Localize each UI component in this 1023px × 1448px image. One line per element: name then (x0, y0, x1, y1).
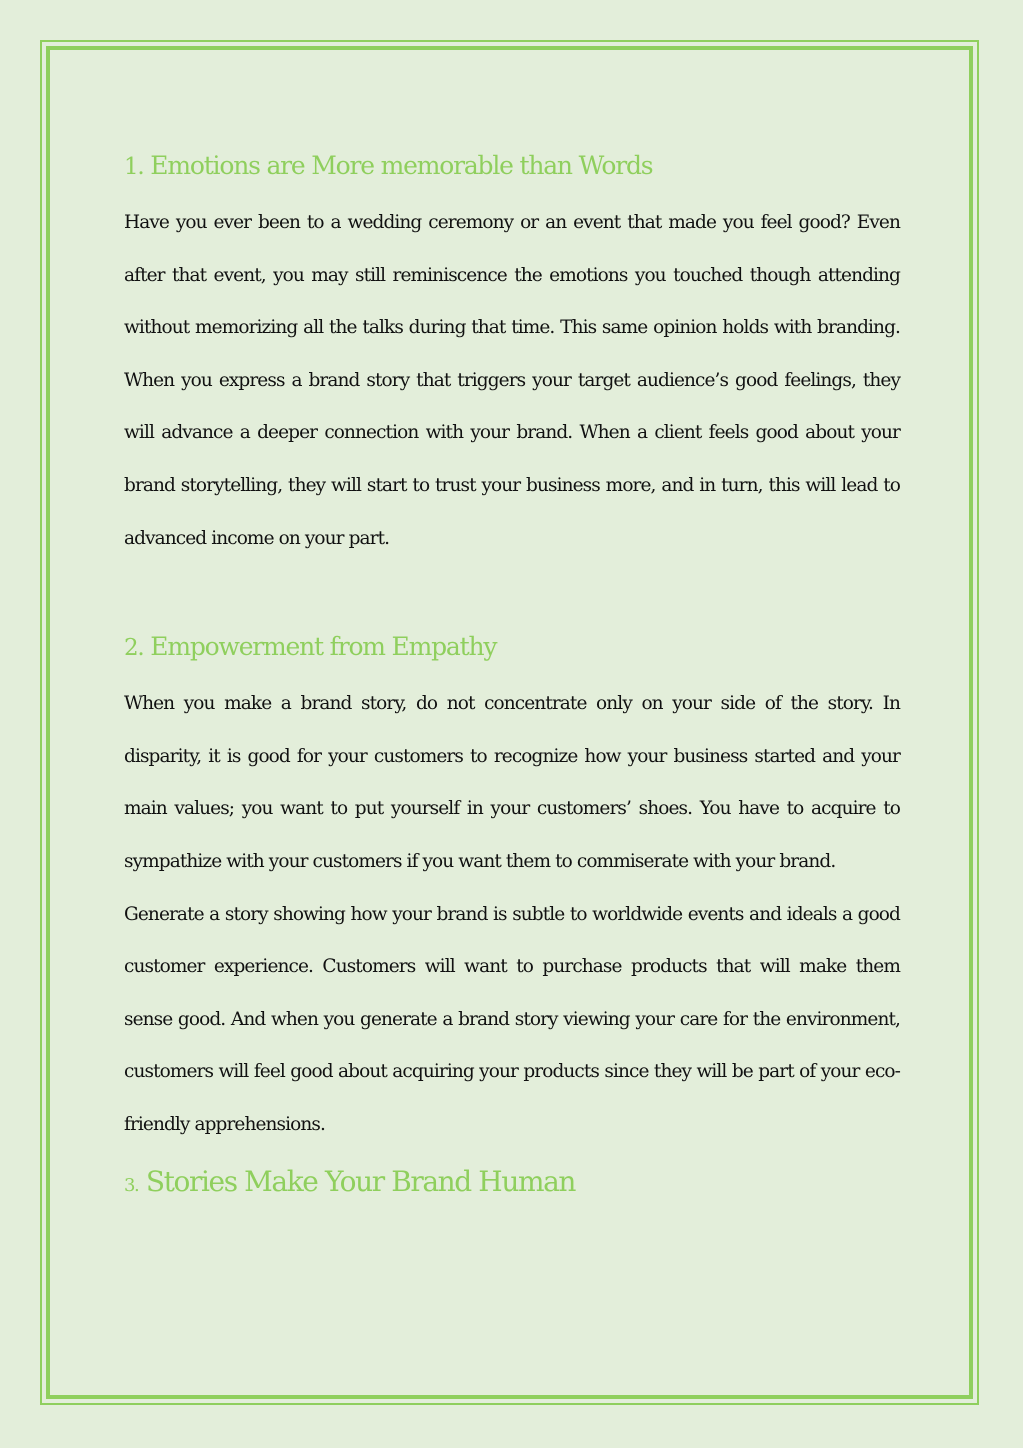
document-body (124, 140, 900, 1212)
section-heading (124, 621, 900, 674)
paragraph: When you make a brand story, do not concentrate only on your side of the story. In disparity, it is good for your customers to recognize how your business started and your main values; you want to put yourself in your customers’ shoes. You have to acquire to sympathize with your customers if you want them to commiserate with your brand. (124, 693, 900, 872)
section-number: 2. (124, 635, 144, 662)
section-number: 3. (124, 1174, 139, 1196)
section-title: Emotions are More memorable than Words (150, 151, 653, 180)
paragraph: Have you ever been to a wedding ceremony or an event that made you feel good? Even after that event, you may still reminiscence the emotions you touched though attending without memorizing all the talks during that time. This same opinion holds with branding. When you express a brand story that triggers your target audience’s good feelings, they will advance a deeper connection with your brand. When a client feels good about your brand storytelling, they will start to trust your business more, and in turn, this will lead to advanced income on your part. (124, 212, 900, 549)
section-number: 1. (124, 154, 144, 180)
section-human (124, 1156, 900, 1212)
section-title: Empowerment from Empathy (150, 632, 497, 662)
section-heading (124, 1156, 900, 1212)
section-emotions (124, 140, 900, 565)
section-title: Stories Make Your Brand Human (145, 1164, 576, 1198)
section-heading (124, 140, 900, 193)
section-empathy (124, 621, 900, 1151)
paragraph: Generate a story showing how your brand is subtle to worldwide events and ideals a good customer experience. Customers will want to purchase products that will make them sense good. And when you generate a brand story viewing your care for the environment, customers will feel good about acquiring your products since they will be part of your eco-friendly apprehensions. (124, 903, 900, 1135)
